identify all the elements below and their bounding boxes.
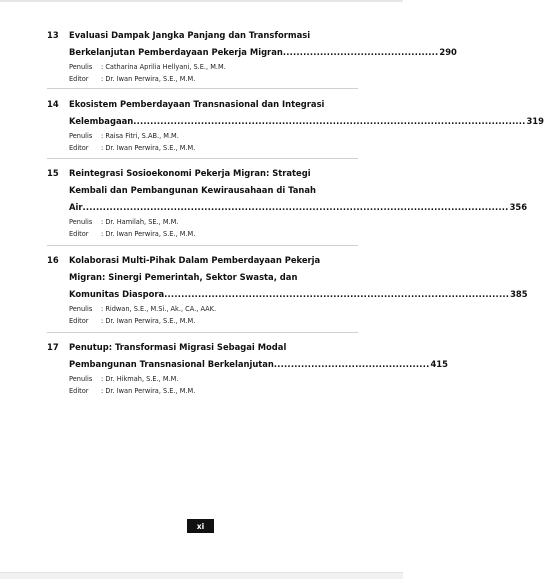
leader-dots: .............................................. <box>282 47 439 57</box>
editor-label: Editor <box>69 229 89 238</box>
title-line: Air <box>69 202 83 212</box>
penulis-row <box>69 217 359 229</box>
editor-value: : Dr. Iwan Perwira, S.E., M.M. <box>101 316 196 325</box>
page-reference: 356 <box>509 202 528 212</box>
editor-row <box>69 74 359 86</box>
penulis-row <box>69 62 359 74</box>
title-last-line <box>69 286 528 303</box>
editor-label: Editor <box>69 386 89 395</box>
penulis-label: Penulis <box>69 218 93 226</box>
title-last-line <box>69 113 544 130</box>
chapter-title[interactable] <box>69 339 448 373</box>
chapter-title[interactable] <box>69 27 457 61</box>
editor-value: : Dr. Iwan Perwira, S.E., M.M. <box>101 74 196 83</box>
penulis-row <box>69 374 359 386</box>
title-line: Migran: Sinergi Pemerintah, Sektor Swasta, dan <box>69 272 298 282</box>
page-reference: 415 <box>430 359 448 369</box>
entry-divider <box>47 88 358 89</box>
entry-divider <box>47 158 358 159</box>
penulis-row <box>69 304 359 316</box>
page-number: xi <box>187 519 214 533</box>
bottom-edge <box>0 572 403 579</box>
chapter-title[interactable] <box>69 165 528 216</box>
penulis-row <box>69 131 359 143</box>
editor-row <box>69 229 359 241</box>
penulis-value: : Catharina Aprilia Hellyani, S.E., M.M. <box>101 63 226 71</box>
penulis-value: : Raisa Fitri, S.AB., M.M. <box>101 132 179 140</box>
chapter-number: 13 <box>47 30 59 40</box>
leader-dots: .................................................................................................................... <box>133 116 526 126</box>
title-line: Reintegrasi Sosioekonomi Pekerja Migran: Strategi <box>69 168 311 178</box>
page-reference: 290 <box>439 47 457 57</box>
editor-value: : Dr. Iwan Perwira, S.E., M.M. <box>101 386 196 395</box>
editor-value: : Dr. Iwan Perwira, S.E., M.M. <box>101 143 196 152</box>
leader-dots: .............................................. <box>273 359 430 369</box>
title-last-line <box>69 44 457 61</box>
chapter-credits <box>69 131 359 154</box>
editor-row <box>69 386 359 398</box>
penulis-label: Penulis <box>69 132 93 140</box>
chapter-credits <box>69 217 359 240</box>
chapter-credits <box>69 62 359 85</box>
editor-label: Editor <box>69 143 89 152</box>
leader-dots: ...................................................................................................... <box>164 289 510 299</box>
title-line: Komunitas Diaspora <box>69 289 165 299</box>
chapter-number: 15 <box>47 168 59 178</box>
leader-dots: .............................................................................................................................. <box>82 202 509 212</box>
chapter-credits <box>69 374 359 397</box>
title-line: Berkelanjutan Pemberdayaan Pekerja Migran <box>69 47 283 57</box>
entry-divider <box>47 332 358 333</box>
chapter-number: 16 <box>47 255 59 265</box>
penulis-label: Penulis <box>69 305 93 313</box>
title-line: Kelembagaan <box>69 116 134 126</box>
title-line: Evaluasi Dampak Jangka Panjang dan Transformasi <box>69 30 311 40</box>
chapter-number: 17 <box>47 342 59 352</box>
penulis-value: : Dr. Hikmah, S.E., M.M. <box>101 375 179 383</box>
editor-label: Editor <box>69 74 89 83</box>
penulis-label: Penulis <box>69 63 93 71</box>
title-last-line <box>69 199 528 216</box>
title-line: Penutup: Transformasi Migrasi Sebagai Modal <box>69 342 287 352</box>
page-reference: 385 <box>510 289 528 299</box>
editor-label: Editor <box>69 316 89 325</box>
penulis-value: : Dr. Hamilah, SE., M.M. <box>101 218 179 226</box>
title-line: Ekosistem Pemberdayaan Transnasional dan Integrasi <box>69 99 325 109</box>
penulis-value: : Ridwan, S.E., M.Si., Ak., CA., AAK. <box>101 305 217 313</box>
chapter-title[interactable] <box>69 96 544 130</box>
top-edge <box>0 0 403 2</box>
title-line: Kembali dan Pembangunan Kewirausahaan di Tanah <box>69 185 316 195</box>
entry-divider <box>47 245 358 246</box>
editor-value: : Dr. Iwan Perwira, S.E., M.M. <box>101 229 196 238</box>
chapter-credits <box>69 304 359 327</box>
title-line: Kolaborasi Multi-Pihak Dalam Pemberdayaan Pekerja <box>69 255 321 265</box>
editor-row <box>69 316 359 328</box>
chapter-number: 14 <box>47 99 59 109</box>
title-line: Pembangunan Transnasional Berkelanjutan <box>69 359 274 369</box>
chapter-title[interactable] <box>69 252 528 303</box>
editor-row <box>69 143 359 155</box>
title-last-line <box>69 356 448 373</box>
page-reference: 319 <box>526 116 544 126</box>
penulis-label: Penulis <box>69 375 93 383</box>
